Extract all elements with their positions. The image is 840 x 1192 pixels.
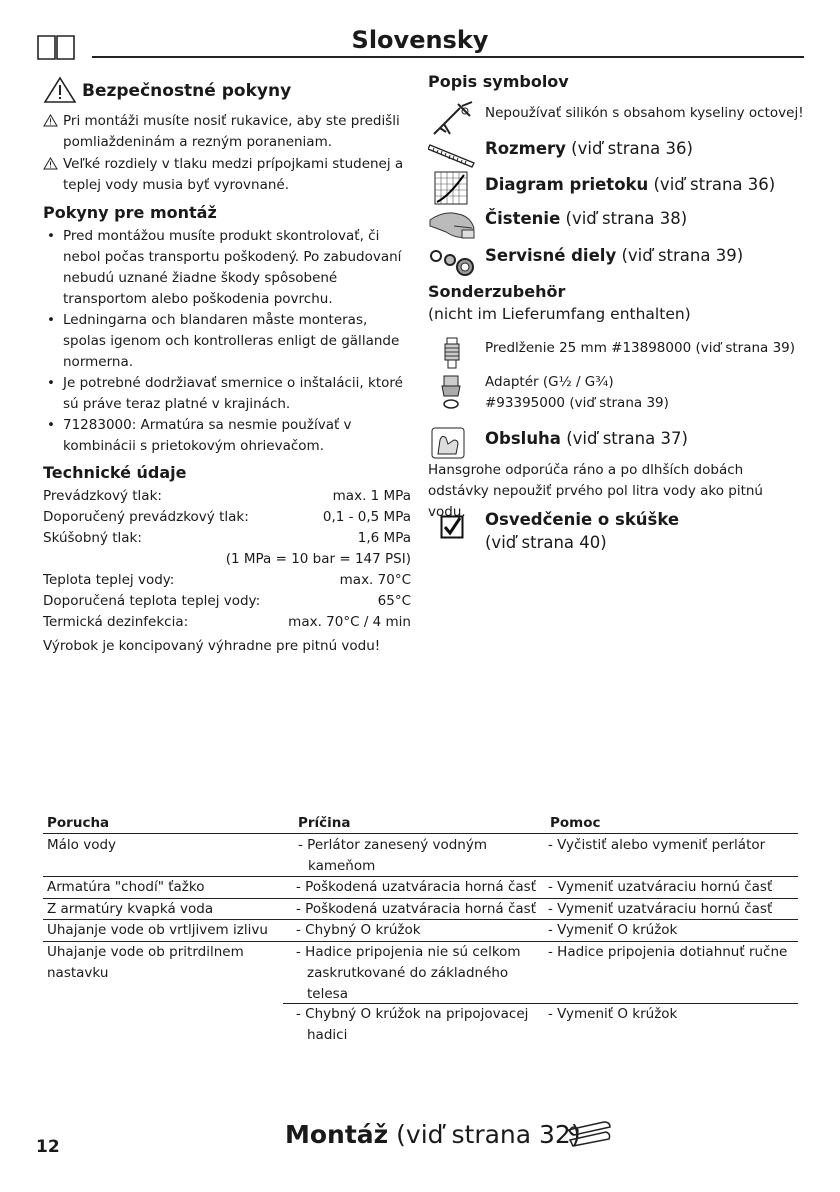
table-cell: - Poškodená uzatváracia horná časť [296,879,537,895]
tech-table [43,486,411,657]
tech-row: Teplota teplej vody: max. 70°C [43,572,411,588]
tech-row: Doporučený prevádzkový tlak: 0,1 - 0,5 MPa [43,509,411,525]
operation-note: Hansgrohe odporúča ráno a po dlhších dobách odstávky nepoužiť prvého pol litra vody ako pitnú vodu. [428,462,763,520]
service-parts-icon [428,248,476,278]
test-cert-ref: (viď strana 40) [485,533,607,552]
flow-diagram-icon [434,171,468,205]
table-cell: Armatúra "chodí" ťažko [47,879,205,895]
accessories-heading: Sonderzubehör [428,282,566,301]
table-cell: - Vymeniť uzatváraciu hornú časť [548,879,773,895]
list-item: • Je potrebné dodržiavať smernice o inštalácii, ktoré sú práve teraz platné v krajinách. [47,375,403,412]
adapter-icon [440,374,462,410]
table-rule [43,919,798,920]
table-cell: - Perlátor zanesený vodným kameňom [298,837,488,874]
table-cell: - Hadice pripojenia nie sú celkom zaskrutkované do základného telesa [296,944,521,1002]
table-cell: - Chybný O krúžok na pripojovacej hadici [296,1006,529,1043]
silicone-gun-icon [430,98,476,138]
table-rule [43,941,798,942]
safety-item [43,111,408,153]
silicone-text: Nepoužívať silikón s obsahom kyseliny octovej! [485,105,804,121]
list-item: • Ledningarna och blandaren måste monteras, spolas igenom och kontrolleras enligt de gällande normerna. [47,312,400,370]
safety-heading: Bezpečnostné pokyny [82,81,292,101]
table-cell: - Vymeniť O krúžok [548,922,678,938]
table-rule [283,1003,798,1004]
table-cell: Uhajanje vode ob pritrdilnem nastavku [47,944,244,981]
list-item: • Pred montážou musíte produkt skontrolovať, či nebol počas transportu poškodený. Po zabudovaní nebudú uznané žiadne škody spôsobené transportom alebo poškodenia povrchu. [47,228,402,307]
install-heading: Pokyny pre montáž [43,203,217,222]
tech-row: Termická dezinfekcia: max. 70°C / 4 min [43,614,411,630]
extension-text: Predlženie 25 mm #13898000 (viď strana 39) [485,340,796,356]
install-list [43,226,408,457]
header-rule [92,56,804,58]
ruler-icon [428,141,476,169]
tech-row: Doporučená teplota teplej vody: 65°C [43,593,411,609]
operation-link[interactable]: Obsluha (viď strana 37) [485,429,688,448]
table-cell: - Vyčistiť alebo vymeniť perlátor [548,837,766,853]
table-cell: - Vymeniť uzatváraciu hornú časť [548,901,773,917]
symbols-heading: Popis symbolov [428,72,569,91]
table-rule [43,876,798,877]
cleaning-hand-icon [428,206,478,242]
list-item: • 71283000: Armatúra sa nesmie používať v kombinácii s prietokovým ohrievačom. [47,417,352,454]
page-title: Slovensky [351,26,489,54]
tech-note: Výrobok je koncipovaný výhradne pre pitnú vodu! [43,638,381,654]
warning-icon [43,76,77,104]
small-warning-icon [43,114,58,127]
small-warning-icon [43,157,58,170]
safety-item-text: Pri montáži musíte nosiť rukavice, aby ste predišli pomliaždeninám a rezným poraneniam. [63,113,400,150]
table-rule [43,833,798,834]
tech-heading: Technické údaje [43,463,187,482]
cleaning-link[interactable]: Čistenie (viď strana 38) [485,209,688,228]
dimensions-link[interactable]: Rozmery (viď strana 36) [485,139,693,158]
checkbox-icon [440,515,464,539]
tech-row: Prevádzkový tlak: max. 1 MPa [43,488,411,504]
flow-diagram-link[interactable]: Diagram prietoku (viď strana 36) [485,175,776,194]
col-header-cause: Príčina [298,815,351,831]
table-cell: - Chybný O krúžok [296,922,421,938]
table-cell: - Hadice pripojenia dotiahnuť ručne [548,944,788,960]
table-rule [43,898,798,899]
table-cell: - Vymeniť O krúžok [548,1006,678,1022]
col-header-fault: Porucha [47,815,110,831]
mount-link[interactable]: Montáž (viď strana 32) [285,1120,581,1149]
test-cert-title[interactable]: Osvedčenie o skúške [485,510,680,529]
tech-row: Skúšobný tlak: 1,6 MPa [43,530,411,546]
adapter-text-1: Adaptér (G½ / G¾) [485,374,614,390]
extension-icon [441,336,463,370]
safety-item [43,154,408,196]
tech-row: (1 MPa = 10 bar = 147 PSI) [225,551,411,567]
page-number: 12 [36,1137,60,1157]
table-cell: - Poškodená uzatváracia horná časť [296,901,537,917]
adapter-text-2: #93395000 (viď strana 39) [485,395,669,411]
service-parts-link[interactable]: Servisné diely (viď strana 39) [485,246,744,265]
operation-hand-icon [430,426,466,460]
wrench-icon [566,1118,612,1148]
safety-item-text: Veľké rozdiely v tlaku medzi prípojkami studenej a teplej vody musia byť vyrovnané. [63,156,404,193]
table-cell: Uhajanje vode ob vrtljivem izlivu [47,922,268,938]
col-header-remedy: Pomoc [550,815,601,831]
accessories-subheading: (nicht im Lieferumfang enthalten) [428,305,691,323]
table-cell: Málo vody [47,837,117,853]
table-cell: Z armatúry kvapká voda [47,901,214,917]
